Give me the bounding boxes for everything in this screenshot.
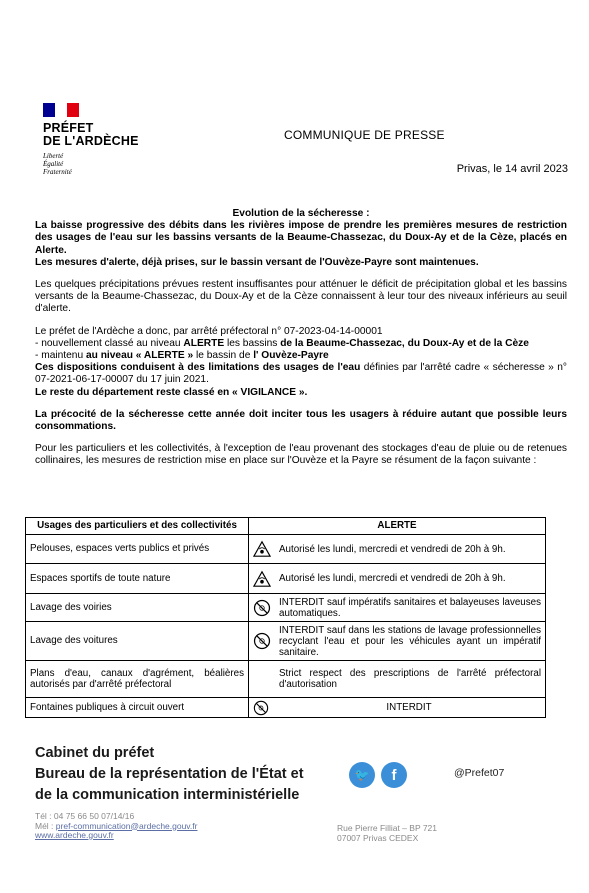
table-row xyxy=(26,698,546,718)
email-line: Mél : pref-communication@ardeche.gouv.fr xyxy=(35,820,198,831)
bullet-alerte-new: - nouvellement classé au niveau ALERTE les bassins de la Beaume-Chassezac, du Doux-Ay et de la Cèze xyxy=(35,337,529,349)
intro-bold-2: Les mesures d'alerte, déjà prises, sur le bassin versant de l'Ouvèze-Payre sont maintenues. xyxy=(35,256,479,268)
document-type: COMMUNIQUE DE PRESSE xyxy=(284,128,445,142)
arrete-line: Le préfet de l'Ardèche a donc, par arrêté préfectoral n° 07-2023-04-14-00001 xyxy=(35,325,383,337)
vigilance-line: Le reste du département reste classé en « VIGILANCE ». xyxy=(35,386,308,398)
motto: Liberté Égalité Fraternité xyxy=(43,152,72,176)
usage-cell: Lavage des voiries xyxy=(26,594,249,622)
precocite-paragraph: La précocité de la sécheresse cette année doit inciter tous les usagers à réduire autant que possible leurs consommations. xyxy=(35,408,567,433)
rule-cell: INTERDIT xyxy=(249,698,546,718)
contact-block xyxy=(35,812,197,841)
restrictions-table xyxy=(25,517,546,718)
social-links xyxy=(349,762,407,788)
phone-line: Tél : 04 75 66 50 07/14/16 xyxy=(35,811,135,821)
table-row xyxy=(26,622,546,661)
postal-address: Rue Pierre Filliat – BP 721 07007 Privas CEDEX xyxy=(337,823,438,843)
column-header-alerte: ALERTE xyxy=(249,518,546,535)
marianne-flag-icon xyxy=(43,103,79,117)
prefet-logo xyxy=(43,103,173,176)
rule-cell: Autorisé les lundi, mercredi et vendredi de 20h à 9h. xyxy=(249,535,546,564)
rule-cell: Autorisé les lundi, mercredi et vendredi de 20h à 9h. xyxy=(249,564,546,594)
prohibited-icon xyxy=(253,700,269,716)
date-line: Privas, le 14 avril 2023 xyxy=(456,163,568,175)
press-release-body xyxy=(35,208,567,468)
usage-cell: Espaces sportifs de toute nature xyxy=(26,564,249,594)
footer-title: Cabinet du préfet Bureau de la représentation de l'État et de la communication interministérielle xyxy=(35,745,304,803)
rule-cell: INTERDIT sauf impératifs sanitaires et balayeuses laveuses automatiques. xyxy=(249,594,546,622)
prohibited-icon xyxy=(253,632,271,650)
particuliers-paragraph: Pour les particuliers et les collectivités, à l'exception de l'eau provenant des stockages d'eau de pluie ou de retenues collinaires, les mesures de restriction mise en place sur l'Ouvèze et la Payre se résument de la façon suivante : xyxy=(35,443,567,467)
prohibited-icon xyxy=(253,599,271,617)
usage-cell: Plans d'eau, canaux d'agrément, béalières autorisés par d'arrêté préfectoral xyxy=(26,661,249,698)
table-row xyxy=(26,594,546,622)
table-row xyxy=(26,661,546,698)
brand-line-2: DE L'ARDÈCHE xyxy=(43,134,139,148)
email-link[interactable]: pref-communication@ardeche.gouv.fr xyxy=(55,820,198,831)
twitter-icon[interactable]: 🐦 xyxy=(349,762,375,788)
table-row xyxy=(26,564,546,594)
usage-cell: Lavage des voitures xyxy=(26,622,249,661)
section-title: Evolution de la sécheresse : xyxy=(232,208,370,219)
sprinkler-warning-icon xyxy=(253,540,271,558)
dispositions-paragraph: Ces dispositions conduisent à des limitations des usages de l'eau définies par l'arrêté cadre « sécheresse » n° 07-2021-06-17-00007 du 17 juin 2021. xyxy=(35,362,567,386)
usage-cell: Pelouses, espaces verts publics et privés xyxy=(26,535,249,564)
rule-cell: INTERDIT sauf dans les stations de lavage professionnelles recyclant l'eau et pour les véhicules ayant un impératif sanitaire. xyxy=(249,622,546,661)
intro-bold: La baisse progressive des débits dans les rivières impose de prendre les premières mesures de restriction des usages de l'eau sur les bassins versants de la Beaume-Chassezac, du Doux-Ay et de la Cèze, placés en Alerte. xyxy=(35,220,567,256)
column-header-usages: Usages des particuliers et des collectivités xyxy=(26,518,249,535)
sprinkler-warning-icon xyxy=(253,570,271,588)
bullet-alerte-maintained: - maintenu au niveau « ALERTE » le bassin de l' Ouvèze-Payre xyxy=(35,350,329,362)
table-header-row xyxy=(26,518,546,535)
rule-cell: Strict respect des prescriptions de l'arrêté préfectoral d'autorisation xyxy=(249,661,546,698)
facebook-icon[interactable]: f xyxy=(381,762,407,788)
table-row xyxy=(26,535,546,564)
website-link[interactable]: www.ardeche.gouv.fr xyxy=(35,830,114,840)
social-handle[interactable]: @Prefet07 xyxy=(454,767,505,779)
usage-cell: Fontaines publiques à circuit ouvert xyxy=(26,698,249,718)
brand-line-1: PRÉFET xyxy=(43,121,94,135)
precipitation-paragraph: Les quelques précipitations prévues restent insuffisantes pour atténuer le déficit de précipitation global et les bassins versants de la Beaume-Chassezac, du Doux-Ay et de la Cèze connaissent à leur tour des niveaux inférieurs au seuil d'alerte. xyxy=(35,279,567,315)
